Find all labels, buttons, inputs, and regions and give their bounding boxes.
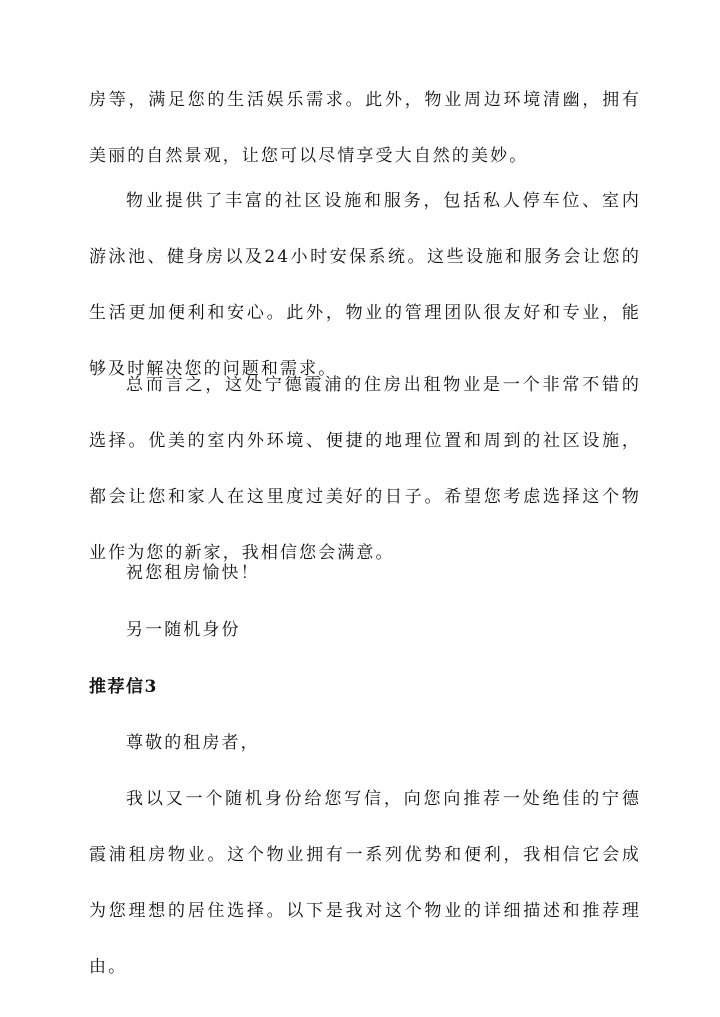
paragraph-intro: 我以又一个随机身份给您写信，向您向推荐一处绝佳的宁德霞浦租房物业。这个物业拥有一系列优势和便利，我相信它会成为您理想的居住选择。以下是我对这个物业的详细描述和推荐理由。: [89, 789, 641, 977]
section-heading: 推荐信3: [89, 677, 158, 697]
closing-line: 祝您租房愉快！: [126, 563, 260, 583]
paragraph-conclusion: 总而言之，这处宁德霞浦的住房出租物业是一个非常不错的选择。优美的室内外环境、便捷的地理位置和周到的社区设施，都会让您和家人在这里度过美好的日子。希望您考虑选择这个物业作为您的新家，我相信您会满意。: [89, 375, 641, 563]
signature: 另一随机身份: [126, 620, 241, 640]
paragraph-amenities-continuation: 房等，满足您的生活娱乐需求。此外，物业周边环境清幽，拥有美丽的自然景观，让您可以尽情享受大自然的美妙。: [89, 90, 641, 166]
paragraph-facilities: 物业提供了丰富的社区设施和服务，包括私人停车位、室内游泳池、健身房以及24小时安保系统。这些设施和服务会让您的生活更加便利和安心。此外，物业的管理团队很友好和专业，能够及时解决您的问题和需求。: [89, 191, 641, 379]
salutation: 尊敬的租房者，: [126, 733, 260, 753]
